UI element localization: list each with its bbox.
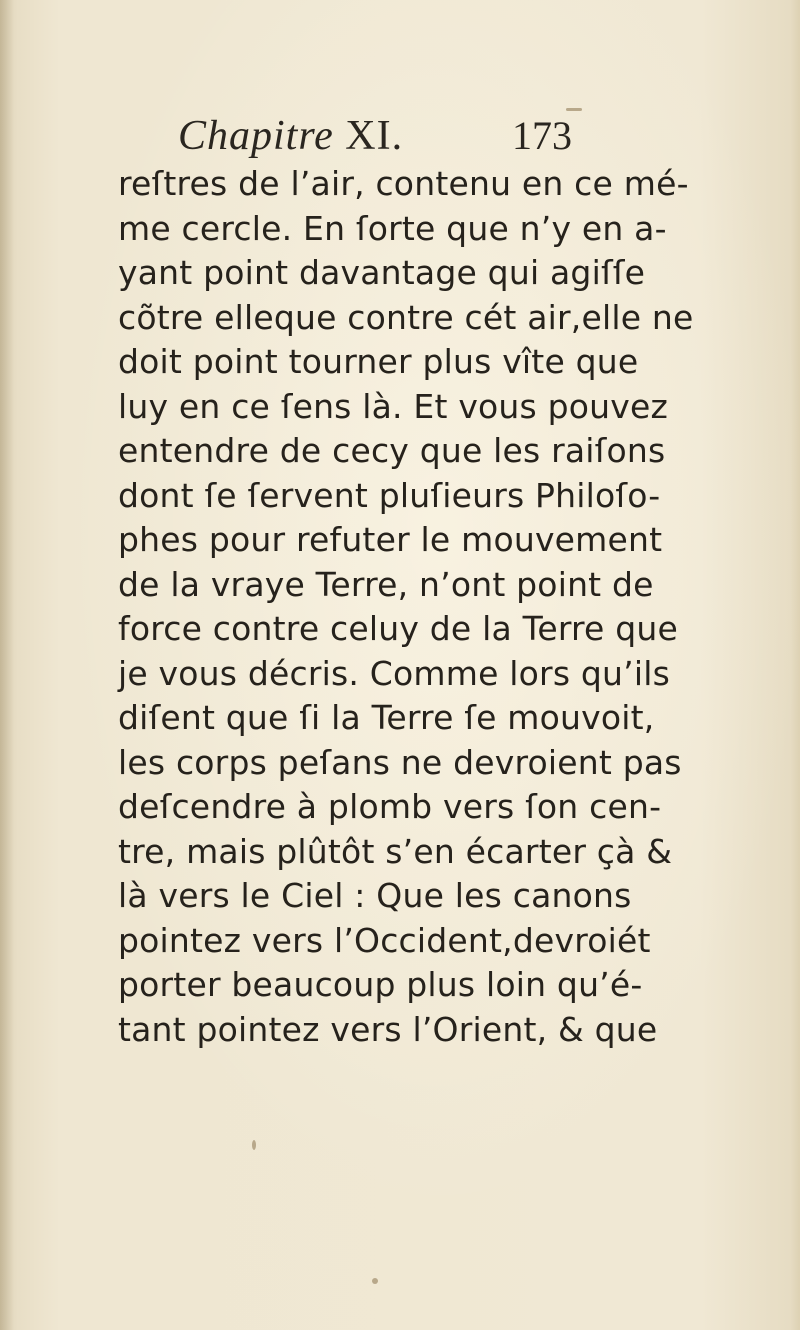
text-line: pointez vers l’Occident,devroiét [118,920,651,960]
text-line: entendre de cecy que les raiſons [118,431,666,470]
running-head [178,112,598,160]
text-line: dont ſe ſervent pluſieurs Philoſo- [118,475,661,515]
text-line: les corps peſans ne devroient pas [118,742,682,782]
paper-speck [566,108,582,111]
page-number: 173 [512,113,572,158]
text-line: tre, mais plûtôt s’en écarter çà & [118,831,673,871]
chapter-label: Chapitre [178,113,334,159]
text-line: là vers le Ciel : Que les canons [118,876,632,915]
text-line: deſcendre à plomb vers ſon cen- [118,787,662,826]
text-line: reſtres de l’air, contenu en ce mé- [118,164,689,203]
chapter-title [178,112,403,160]
text-line: phes pour refuter le mouvement [118,520,663,559]
paper-speck [252,1140,256,1150]
text-line: luy en ce ſens là. Et vous pouvez [118,386,669,426]
text-line: cõtre elleque contre cét air,elle ne [118,297,694,337]
text-line: me cercle. En ſorte que n’y en a- [118,208,667,248]
text-line: yant point davantage qui agiſſe [118,253,646,292]
text-line: diſent que ſi la Terre ſe mouvoit, [118,698,655,737]
text-line: je vous décris. Comme lors qu’ils [118,653,670,693]
text-line: porter beaucoup plus loin qu’é- [118,965,643,1004]
body-text [118,162,694,1052]
text-line: doit point tourner plus vîte que [118,342,639,381]
text-line: tant pointez vers l’Orient, & que [118,1009,658,1049]
paper-speck [372,1278,378,1284]
text-line: force contre celuy de la Terre que [118,609,679,648]
gutter-shadow [0,0,14,1330]
chapter-number: XI. [345,113,404,159]
text-line: de la vraye Terre, n’ont point de [118,564,654,604]
